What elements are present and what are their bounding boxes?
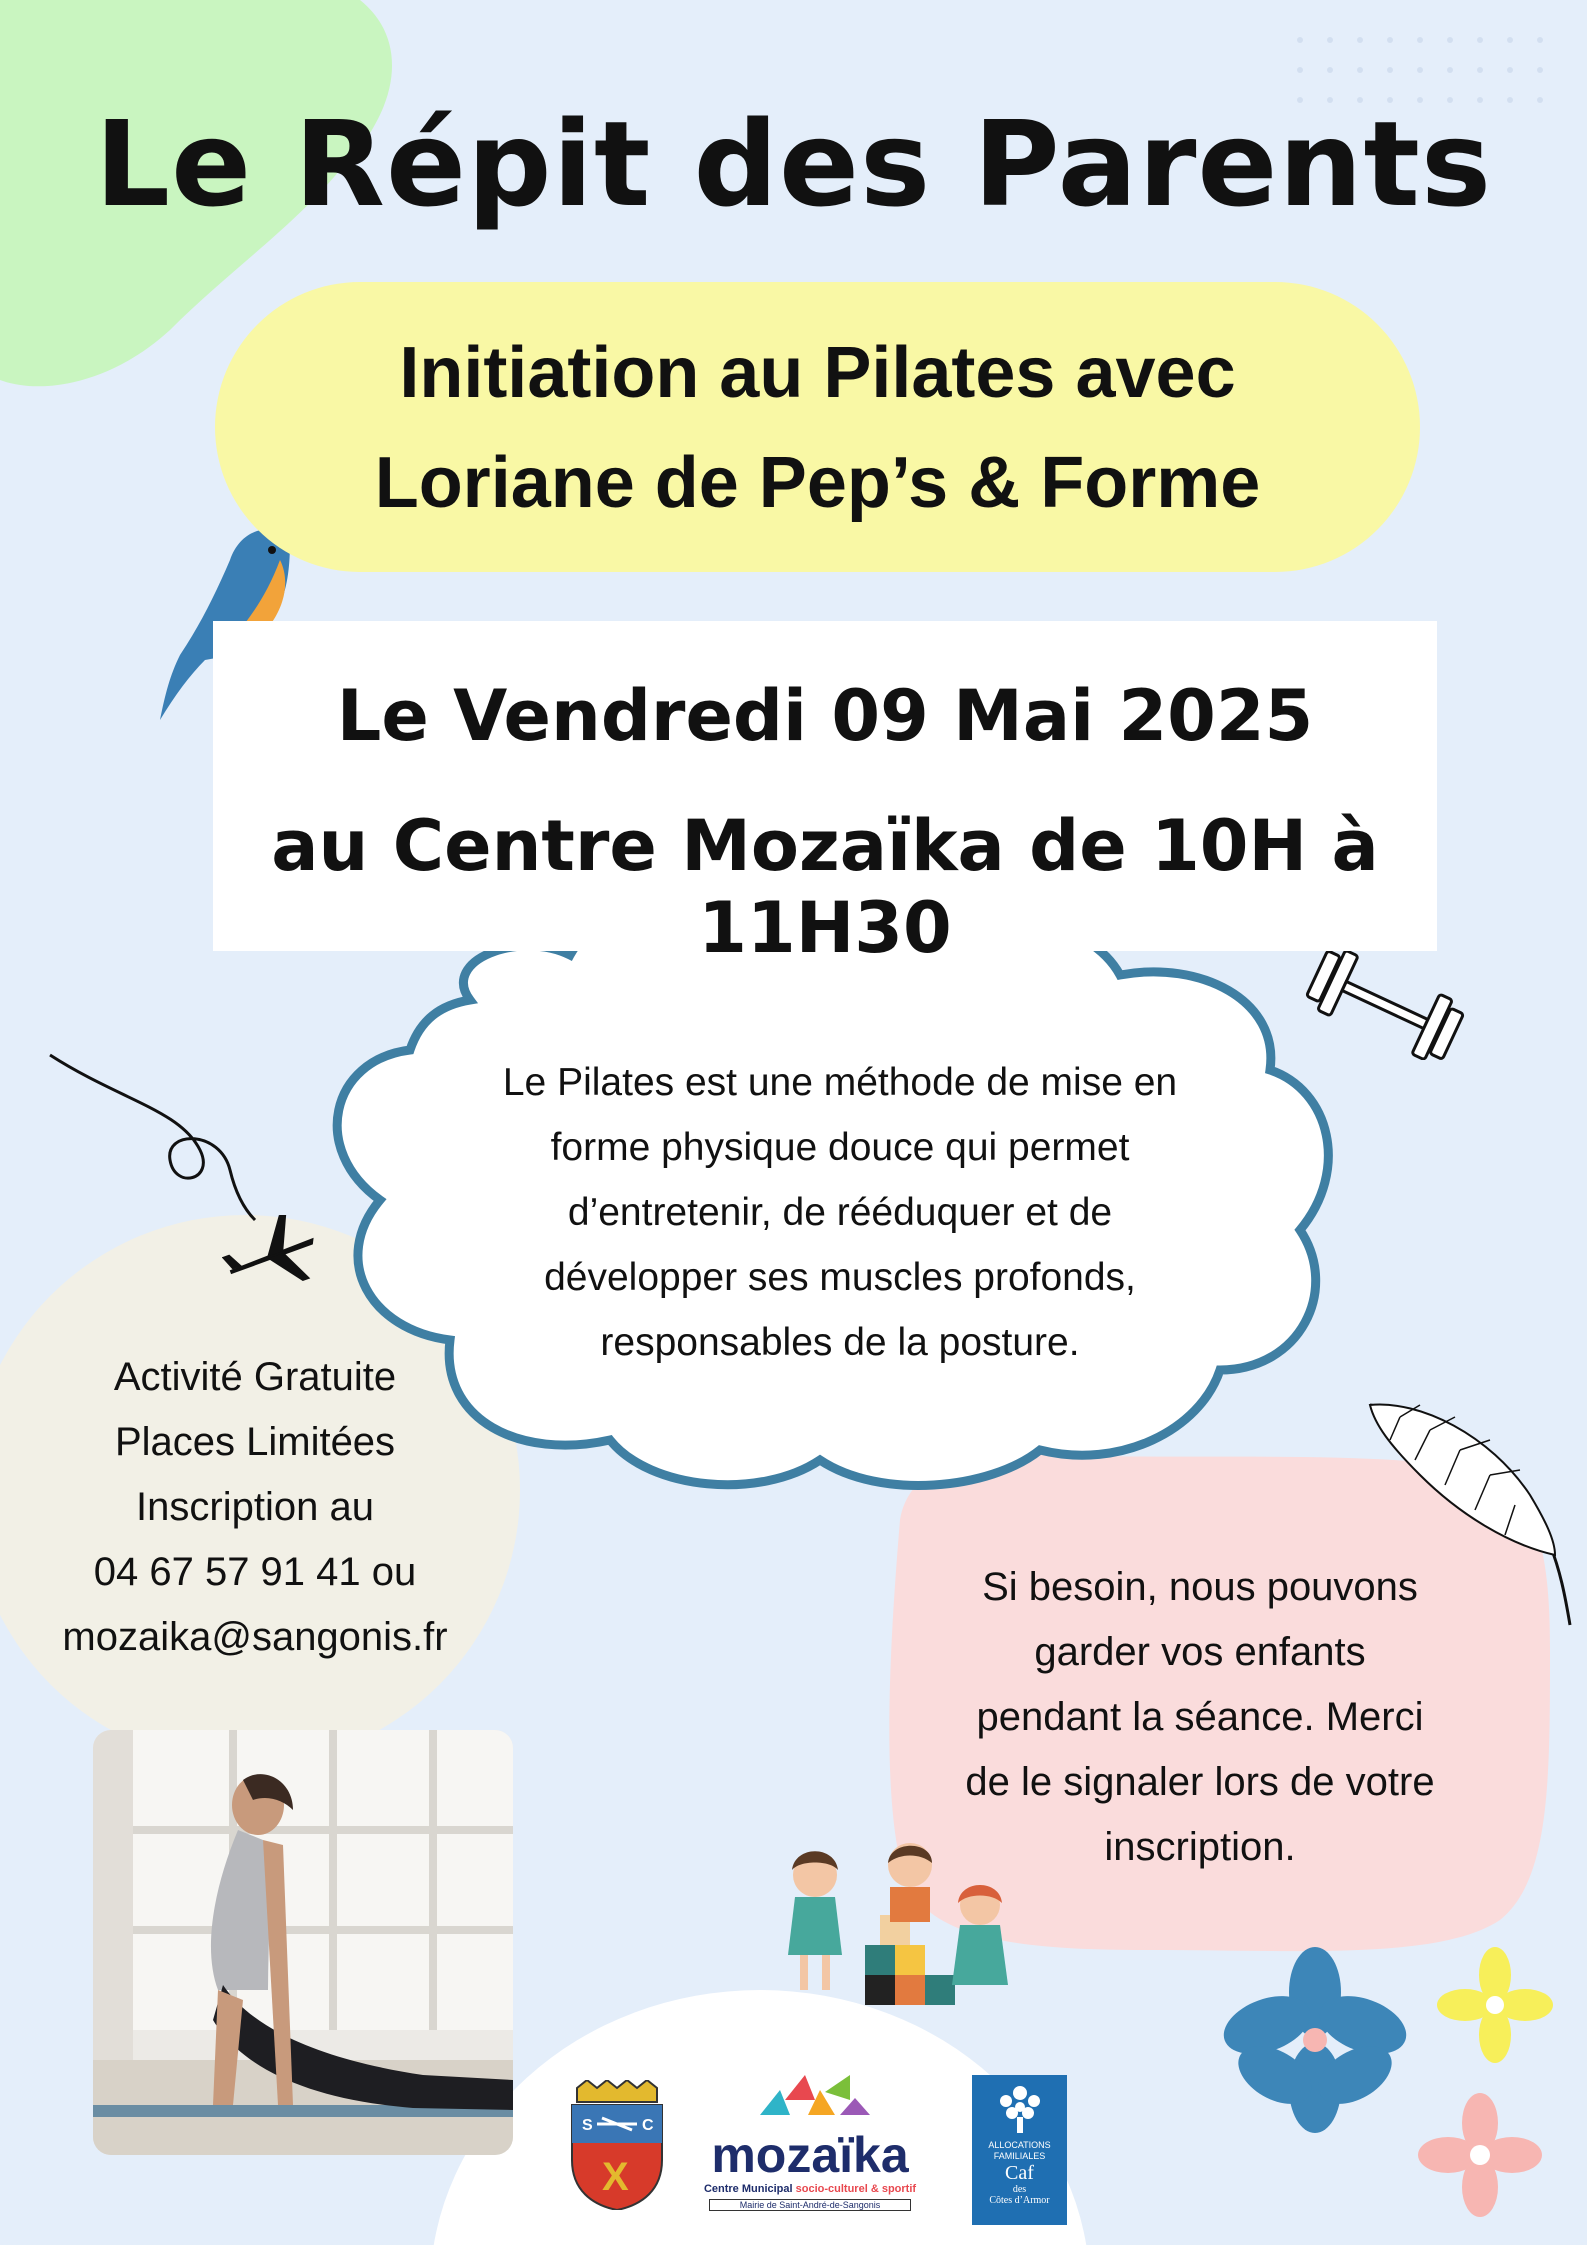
pilates-description: [400, 1050, 1280, 1375]
mozaika-name: mozaïka: [711, 2127, 909, 2183]
description-line: Le Pilates est une méthode de mise en: [502, 1061, 1178, 1104]
shield-letter-c: C: [642, 2117, 654, 2134]
description-line: forme physique douce qui permet: [550, 1126, 1130, 1169]
childcare-line: pendant la séance. Merci: [976, 1695, 1424, 1739]
mozaika-tagline: [690, 2183, 930, 2195]
flowers-decoration: [1220, 1940, 1587, 2245]
pink-flower: [1418, 2093, 1542, 2217]
caf-logo: [972, 2075, 1067, 2225]
airplane-icon: [222, 1215, 322, 1295]
yellow-flower: [1437, 1947, 1553, 2063]
subtitle-line-2: Loriane de Pep’s & Forme: [374, 443, 1261, 523]
childcare-line: Si besoin, nous pouvons: [982, 1565, 1418, 1609]
childcare-line: de le signaler lors de votre: [965, 1760, 1435, 1804]
phone-number: 04 67 57 91 41 ou: [93, 1550, 417, 1594]
subtitle-line-1: Initiation au Pilates avec: [399, 333, 1236, 413]
blue-flower: [1220, 1947, 1414, 2133]
town-coat-of-arms-logo: [562, 2080, 672, 2210]
description-line: responsables de la posture.: [600, 1321, 1080, 1364]
registration-info: [0, 1345, 510, 1670]
caf-tree-icon: [990, 2081, 1050, 2136]
event-place-time: au Centre Mozaïka de 10H à 11H30: [271, 805, 1379, 969]
childcare-line: inscription.: [1104, 1825, 1296, 1869]
poster-title: Le Répit des Parents: [94, 95, 1493, 233]
description-line: développer ses muscles profonds,: [544, 1256, 1136, 1299]
caf-line-2: FAMILIALES: [993, 2151, 1046, 2161]
subtitle: [215, 318, 1420, 538]
children-playing-illustration: [770, 1835, 1030, 2010]
mozaika-mairie: Mairie de Saint-André-de-Sangonis: [709, 2199, 911, 2211]
tagline-colored: socio-culturel & sportif: [795, 2183, 917, 2195]
mozaika-logo: [690, 2070, 930, 2210]
childcare-note: [885, 1555, 1515, 1880]
caf-des: des: [1012, 2184, 1027, 2195]
childcare-line: garder vos enfants: [1034, 1630, 1366, 1674]
caf-name: Caf: [1005, 2162, 1034, 2184]
shield-letter-x: X: [602, 2155, 629, 2199]
caf-line-1: ALLOCATIONS: [988, 2140, 1051, 2150]
info-line: Inscription au: [136, 1485, 374, 1529]
event-date: Le Vendredi 09 Mai 2025: [336, 675, 1314, 757]
tagline-start: Centre Municipal: [703, 2183, 796, 2195]
info-line: Activité Gratuite: [113, 1355, 397, 1399]
plane-trail: [50, 1055, 255, 1220]
email-address: mozaika@sangonis.fr: [62, 1615, 448, 1659]
caf-region: Côtes d’Armor: [989, 2195, 1050, 2206]
info-line: Places Limitées: [114, 1420, 396, 1464]
description-line: d’entretenir, de rééduquer et de: [567, 1191, 1113, 1234]
mozaika-triangles-icon: [690, 2070, 930, 2125]
pilates-photo: [93, 1730, 513, 2155]
shield-letter-s: S: [582, 2117, 593, 2134]
dot-pattern: [1297, 37, 1543, 103]
